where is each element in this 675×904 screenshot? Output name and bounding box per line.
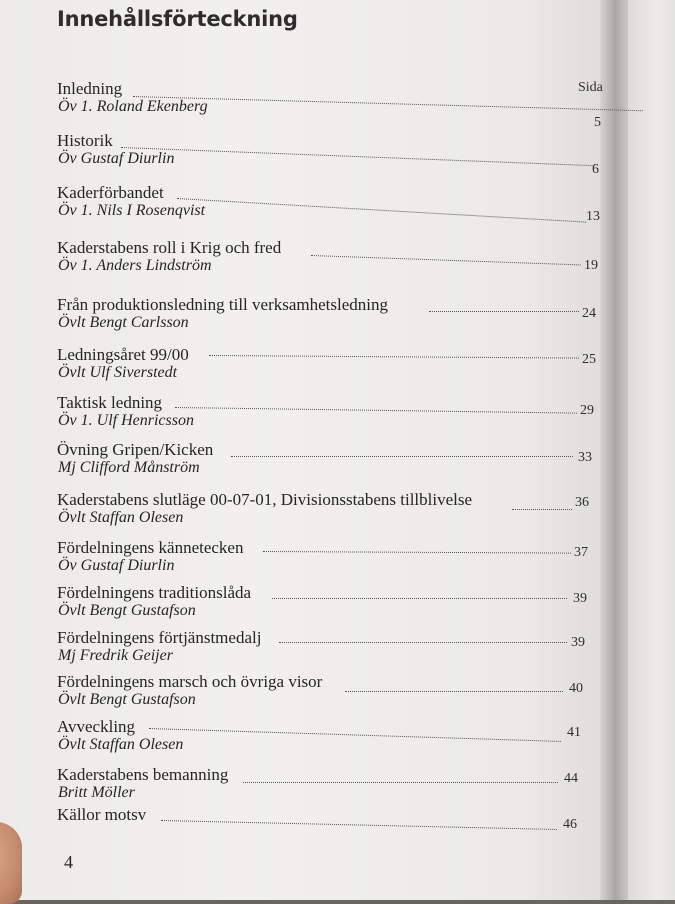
toc-entry — [57, 131, 612, 177]
entry-author: Mj Clifford Månström — [58, 459, 200, 476]
toc-entry — [57, 490, 612, 530]
entry-author: Övlt Staffan Olesen — [58, 736, 184, 753]
entry-author: Övlt Ulf Siverstedt — [58, 364, 178, 381]
entry-author: Öv Gustaf Diurlin — [58, 557, 175, 574]
entry-author: Öv 1. Roland Ekenberg — [58, 98, 208, 115]
entry-page: 6 — [592, 162, 599, 177]
entry-title: Kaderstabens bemanning — [57, 765, 229, 784]
entry-author: Övlt Staffan Olesen — [58, 509, 184, 526]
entry-title: Inledning — [57, 79, 123, 98]
entry-author: Öv 1. Nils I Rosenqvist — [58, 202, 206, 219]
dot-leader — [512, 509, 572, 510]
toc-entry — [57, 538, 612, 578]
toc-entry — [57, 238, 612, 278]
entry-page: 41 — [567, 725, 581, 740]
toc-entry — [57, 805, 612, 845]
entry-author: Britt Möller — [58, 784, 135, 801]
dot-leader — [161, 820, 557, 830]
entry-page: 13 — [586, 209, 600, 224]
entry-title: Övning Gripen/Kicken — [57, 440, 214, 459]
entry-page: 44 — [564, 771, 578, 786]
toc-entry — [57, 393, 612, 433]
entry-page: 39 — [571, 635, 585, 650]
entry-title: Fördelningens traditionslåda — [57, 583, 252, 602]
dot-leader — [121, 147, 595, 166]
dot-leader — [311, 255, 581, 265]
toc-entry — [57, 765, 612, 805]
toc-entry — [57, 295, 612, 335]
entry-author: Öv 1. Ulf Henricsson — [58, 412, 194, 429]
toc-entry — [57, 717, 612, 757]
entry-author: Övlt Bengt Gustafson — [58, 691, 196, 708]
entry-title: Källor motsv — [57, 805, 147, 824]
dot-leader — [429, 311, 579, 312]
entry-title: Avveckling — [57, 717, 136, 736]
entry-author: Mj Fredrik Geijer — [58, 647, 173, 664]
dot-leader — [209, 355, 579, 359]
entry-page: 46 — [563, 817, 577, 832]
toc-entry — [57, 79, 612, 130]
toc-entry — [57, 440, 612, 480]
dot-leader — [149, 728, 561, 742]
entry-author: Övlt Bengt Carlsson — [58, 314, 189, 331]
entry-title: Fördelningens förtjänstmedalj — [57, 628, 262, 647]
entry-title: Från produktionsledning till verksamhetsledning — [57, 295, 388, 314]
entry-author: Övlt Bengt Gustafson — [58, 602, 196, 619]
facing-page-edge — [628, 0, 675, 900]
dot-leader — [177, 198, 586, 223]
entry-page: 33 — [578, 450, 592, 465]
entry-page: 5 — [594, 115, 601, 130]
dot-leader — [272, 598, 567, 599]
entry-author: Öv Gustaf Diurlin — [58, 150, 175, 167]
dot-leader — [263, 551, 571, 554]
dot-leader — [345, 691, 563, 692]
entry-author: Öv 1. Anders Lindström — [58, 257, 212, 274]
toc-entry — [57, 628, 612, 668]
dot-leader — [231, 456, 573, 457]
entry-page: 19 — [584, 258, 598, 273]
entry-page: 40 — [569, 681, 583, 696]
dot-leader — [133, 96, 643, 111]
entry-page: 39 — [573, 591, 587, 606]
page-column-label: Sida — [578, 80, 603, 95]
toc-entry — [57, 183, 612, 223]
page-number: 4 — [64, 852, 73, 872]
entry-title: Kaderförbandet — [57, 183, 164, 202]
dot-leader — [243, 782, 558, 783]
entry-page: 29 — [580, 403, 594, 418]
toc-heading: Innehållsförteckning — [57, 7, 298, 31]
toc-entry — [57, 672, 612, 712]
dot-leader — [175, 407, 577, 414]
entry-title: Ledningsåret 99/00 — [57, 345, 189, 364]
toc-entry — [57, 583, 612, 623]
dot-leader — [279, 642, 567, 643]
entry-page: 37 — [574, 545, 588, 560]
entry-title: Fördelningens marsch och övriga visor — [57, 672, 323, 691]
entry-page: 24 — [582, 306, 596, 321]
entry-title: Historik — [57, 131, 113, 150]
toc-entry — [57, 345, 612, 385]
entry-page: 36 — [575, 495, 589, 510]
entry-title: Fördelningens kännetecken — [57, 538, 244, 557]
entry-title: Taktisk ledning — [57, 393, 163, 412]
entry-title: Kaderstabens slutläge 00-07-01, Divisionsstabens tillblivelse — [57, 490, 473, 509]
entry-page: 25 — [582, 352, 596, 367]
entry-title: Kaderstabens roll i Krig och fred — [57, 238, 282, 257]
